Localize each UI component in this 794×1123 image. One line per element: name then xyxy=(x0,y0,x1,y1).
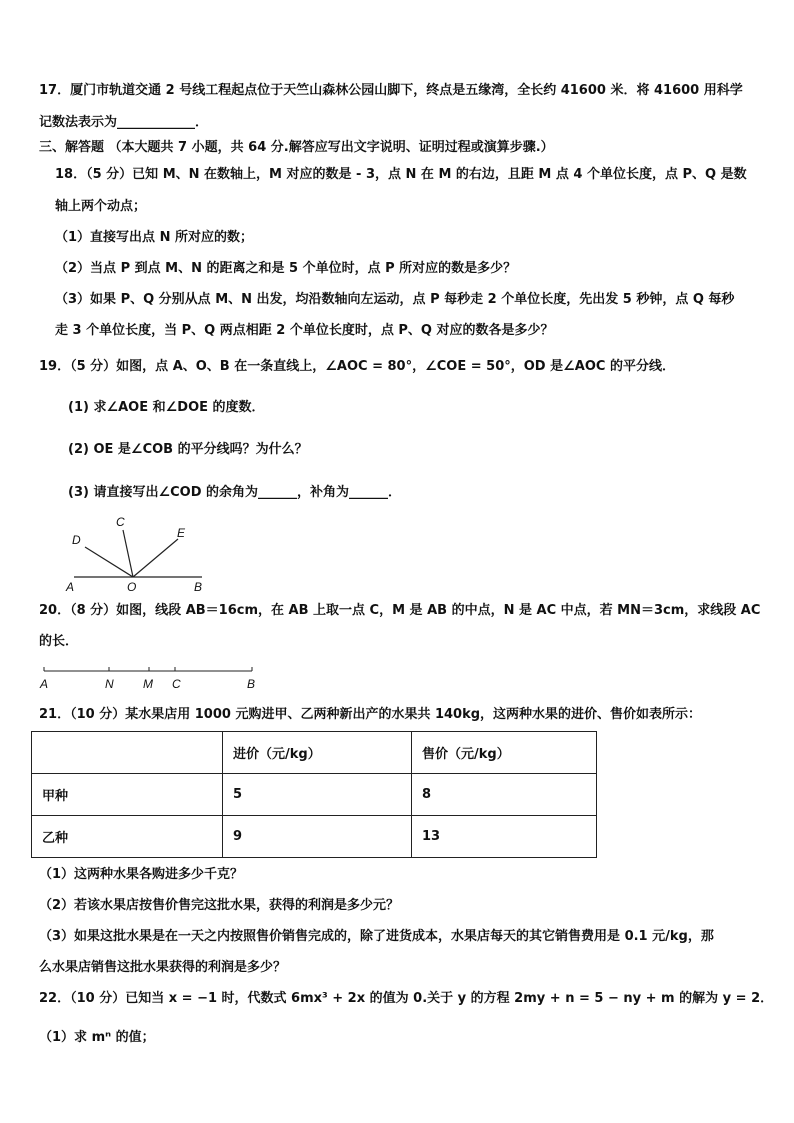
q20-line2: 的长． xyxy=(39,634,79,649)
label-C: C xyxy=(116,515,125,529)
price-table xyxy=(31,731,597,858)
table-cell: 9 xyxy=(223,816,412,858)
table-header-cell: 售价（元/kg） xyxy=(412,732,597,774)
q18-sub1: （1）直接写出点 N 所对应的数； xyxy=(55,230,253,245)
label-A: A xyxy=(66,580,75,594)
label-D: D xyxy=(72,533,81,547)
q19-sub2: (2) OE 是∠COB 的平分线吗？为什么？ xyxy=(68,442,308,457)
label-B: B xyxy=(194,580,203,594)
table-cell: 8 xyxy=(412,774,597,816)
table-header-row xyxy=(32,732,597,774)
table-row xyxy=(32,774,597,816)
ray-OD xyxy=(85,547,133,577)
section-heading: 三、解答题 （本大题共 7 小题，共 64 分.解答应写出文字说明、证明过程或演算步骤.） xyxy=(39,140,554,155)
label-O: O xyxy=(127,580,137,594)
q18-sub3a: （3）如果 P、Q 分别从点 M、N 出发，均沿数轴向左运动，点 P 每秒走 2 个单位长度，先出发 5 秒钟，点 Q 每秒 xyxy=(55,292,735,307)
q21-line1: 21．（10 分）某水果店用 1000 元购进甲、乙两种新出产的水果共 140kg，这两种水果的进价、售价如表所示： xyxy=(39,707,702,722)
label-M: M xyxy=(143,677,153,691)
ray-OC xyxy=(123,530,133,577)
q22-sub1: （1）求 mⁿ 的值； xyxy=(39,1030,155,1045)
label-E: E xyxy=(177,526,186,540)
q21-sub3b: 么水果店销售这批水果获得的利润是多少？ xyxy=(39,960,287,975)
ray-OE xyxy=(133,539,178,577)
q18-sub2: （2）当点 P 到点 M、N 的距离之和是 5 个单位时，点 P 所对应的数是多少？ xyxy=(55,261,517,276)
angle-diagram xyxy=(60,510,220,595)
label-C: C xyxy=(172,677,181,691)
table-row xyxy=(32,816,597,858)
label-N: N xyxy=(105,677,114,691)
q22-line1: 22．（10 分）已知当 x = −1 时，代数式 6mx³ + 2x 的值为 0.关于 y 的方程 2my + n = 5 − ny + m 的解为 y = 2． xyxy=(39,991,774,1006)
table-cell: 13 xyxy=(412,816,597,858)
q18-line1: 18．（5 分）已知 M、N 在数轴上，M 对应的数是 - 3，点 N 在 M 的右边，且距 M 点 4 个单位长度，点 P、Q 是数 xyxy=(55,167,747,182)
segment-diagram xyxy=(34,662,264,692)
q18-sub3b: 走 3 个单位长度，当 P、Q 两点相距 2 个单位长度时，点 P、Q 对应的数各是多少？ xyxy=(55,323,554,338)
q19-line1: 19．（5 分）如图，点 A、O、B 在一条直线上，∠AOC = 80°，∠COE = 50°，OD 是∠AOC 的平分线． xyxy=(39,359,675,374)
table-header-cell: 进价（元/kg） xyxy=(223,732,412,774)
q20-line1: 20．（8 分）如图，线段 AB＝16cm，在 AB 上取一点 C，M 是 AB 的中点，N 是 AC 中点，若 MN＝3cm，求线段 AC xyxy=(39,603,761,618)
table-cell: 5 xyxy=(223,774,412,816)
table-cell: 乙种 xyxy=(32,816,223,858)
q21-sub3a: （3）如果这批水果是在一天之内按照售价销售完成的，除了进货成本，水果店每天的其它销售费用是 0.1 元/kg，那 xyxy=(39,929,714,944)
label-A: A xyxy=(40,677,49,691)
q19-sub1: (1) 求∠AOE 和∠DOE 的度数． xyxy=(68,400,265,415)
table-header-cell xyxy=(32,732,223,774)
q17-line1: 17．厦门市轨道交通 2 号线工程起点位于天竺山森林公园山脚下，终点是五缘湾，全长约 41600 米．将 41600 用科学 xyxy=(39,83,743,98)
q19-sub3: (3) 请直接写出∠COD 的余角为______，补角为______． xyxy=(68,485,402,500)
q17-line2: 记数法表示为____________． xyxy=(39,115,209,130)
q21-sub1: （1）这两种水果各购进多少千克？ xyxy=(39,867,244,882)
q18-line2: 轴上两个动点； xyxy=(55,199,147,214)
label-B: B xyxy=(247,677,256,691)
table-cell: 甲种 xyxy=(32,774,223,816)
q21-sub2: （2）若该水果店按售价售完这批水果，获得的利润是多少元？ xyxy=(39,898,400,913)
